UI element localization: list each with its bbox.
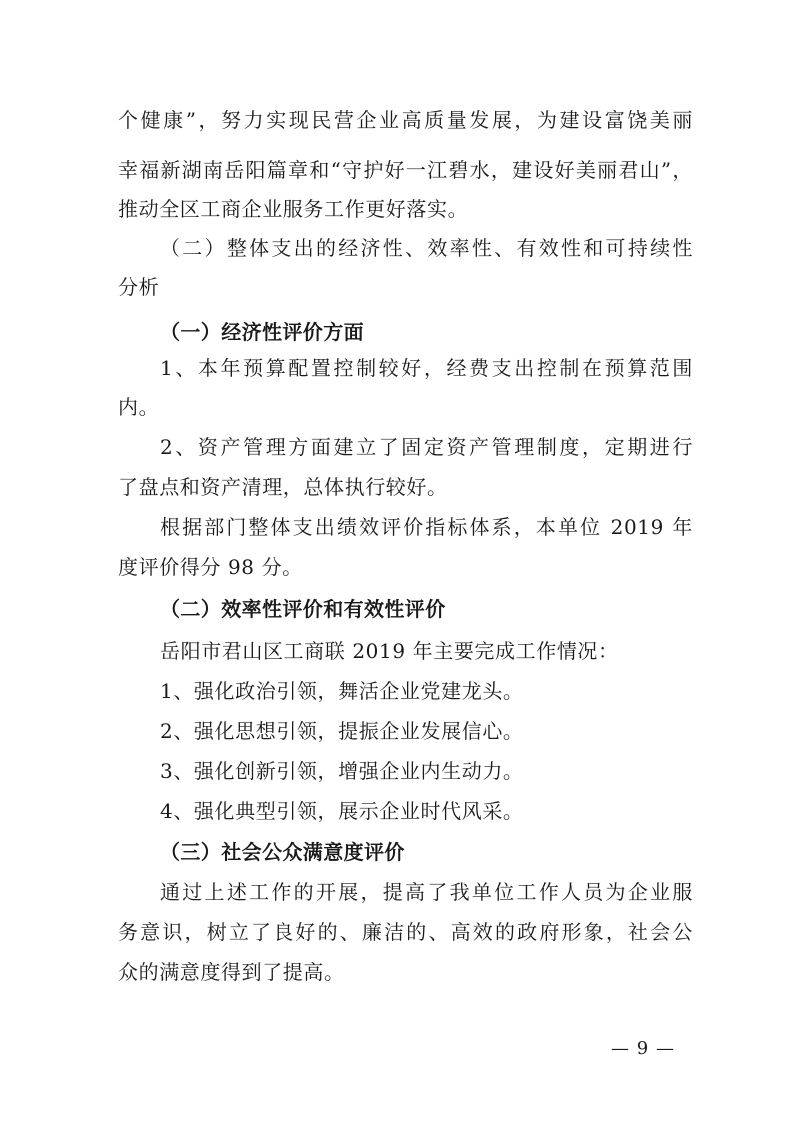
- subsection-heading: （一）经济性评价方面: [160, 320, 364, 344]
- list-item: 1、强化政治引领，舞活企业党建龙头。: [160, 679, 524, 703]
- paragraph-line: 了盘点和资产清理，总体执行较好。: [118, 475, 448, 499]
- page-number: — 9 —: [611, 1038, 675, 1059]
- paragraph-line: 推动全区工商企业服务工作更好落实。: [118, 197, 469, 221]
- paragraph-line: 通过上述工作的开展，提高了我单位工作人员为企业服: [160, 880, 693, 904]
- subsection-heading: （二）效率性评价和有效性评价: [160, 597, 446, 621]
- paragraph-line: 度评价得分 98 分。: [118, 555, 303, 579]
- list-item: 2、强化思想引领，提振企业发展信心。: [160, 719, 524, 743]
- paragraph-line: 1、本年预算配置控制较好，经费支出控制在预算范围: [160, 356, 693, 380]
- paragraph-line: 众的满意度得到了提高。: [118, 960, 345, 984]
- paragraph-line: 个健康”，努力实现民营企业高质量发展，为建设富饶美丽: [118, 108, 693, 132]
- paragraph-line: 根据部门整体支出绩效评价指标体系，本单位 2019 年: [160, 515, 693, 539]
- paragraph-line: 内。: [118, 395, 160, 419]
- section-heading: （二）整体支出的经济性、效率性、有效性和可持续性: [160, 236, 693, 260]
- paragraph-line: 岳阳市君山区工商联 2019 年主要完成工作情况：: [160, 639, 619, 663]
- section-heading-continuation: 分析: [118, 275, 160, 299]
- paragraph-line: 2、资产管理方面建立了固定资产管理制度，定期进行: [160, 435, 693, 459]
- list-item: 3、强化创新引领，增强企业内生动力。: [160, 759, 524, 783]
- paragraph-line: 幸福新湖南岳阳篇章和“守护好一江碧水，建设好美丽君山”，: [118, 158, 693, 182]
- subsection-heading: （三）社会公众满意度评价: [160, 840, 405, 864]
- paragraph-line: 务意识，树立了良好的、廉洁的、高效的政府形象，社会公: [118, 920, 693, 944]
- list-item: 4、强化典型引领，展示企业时代风采。: [160, 799, 524, 823]
